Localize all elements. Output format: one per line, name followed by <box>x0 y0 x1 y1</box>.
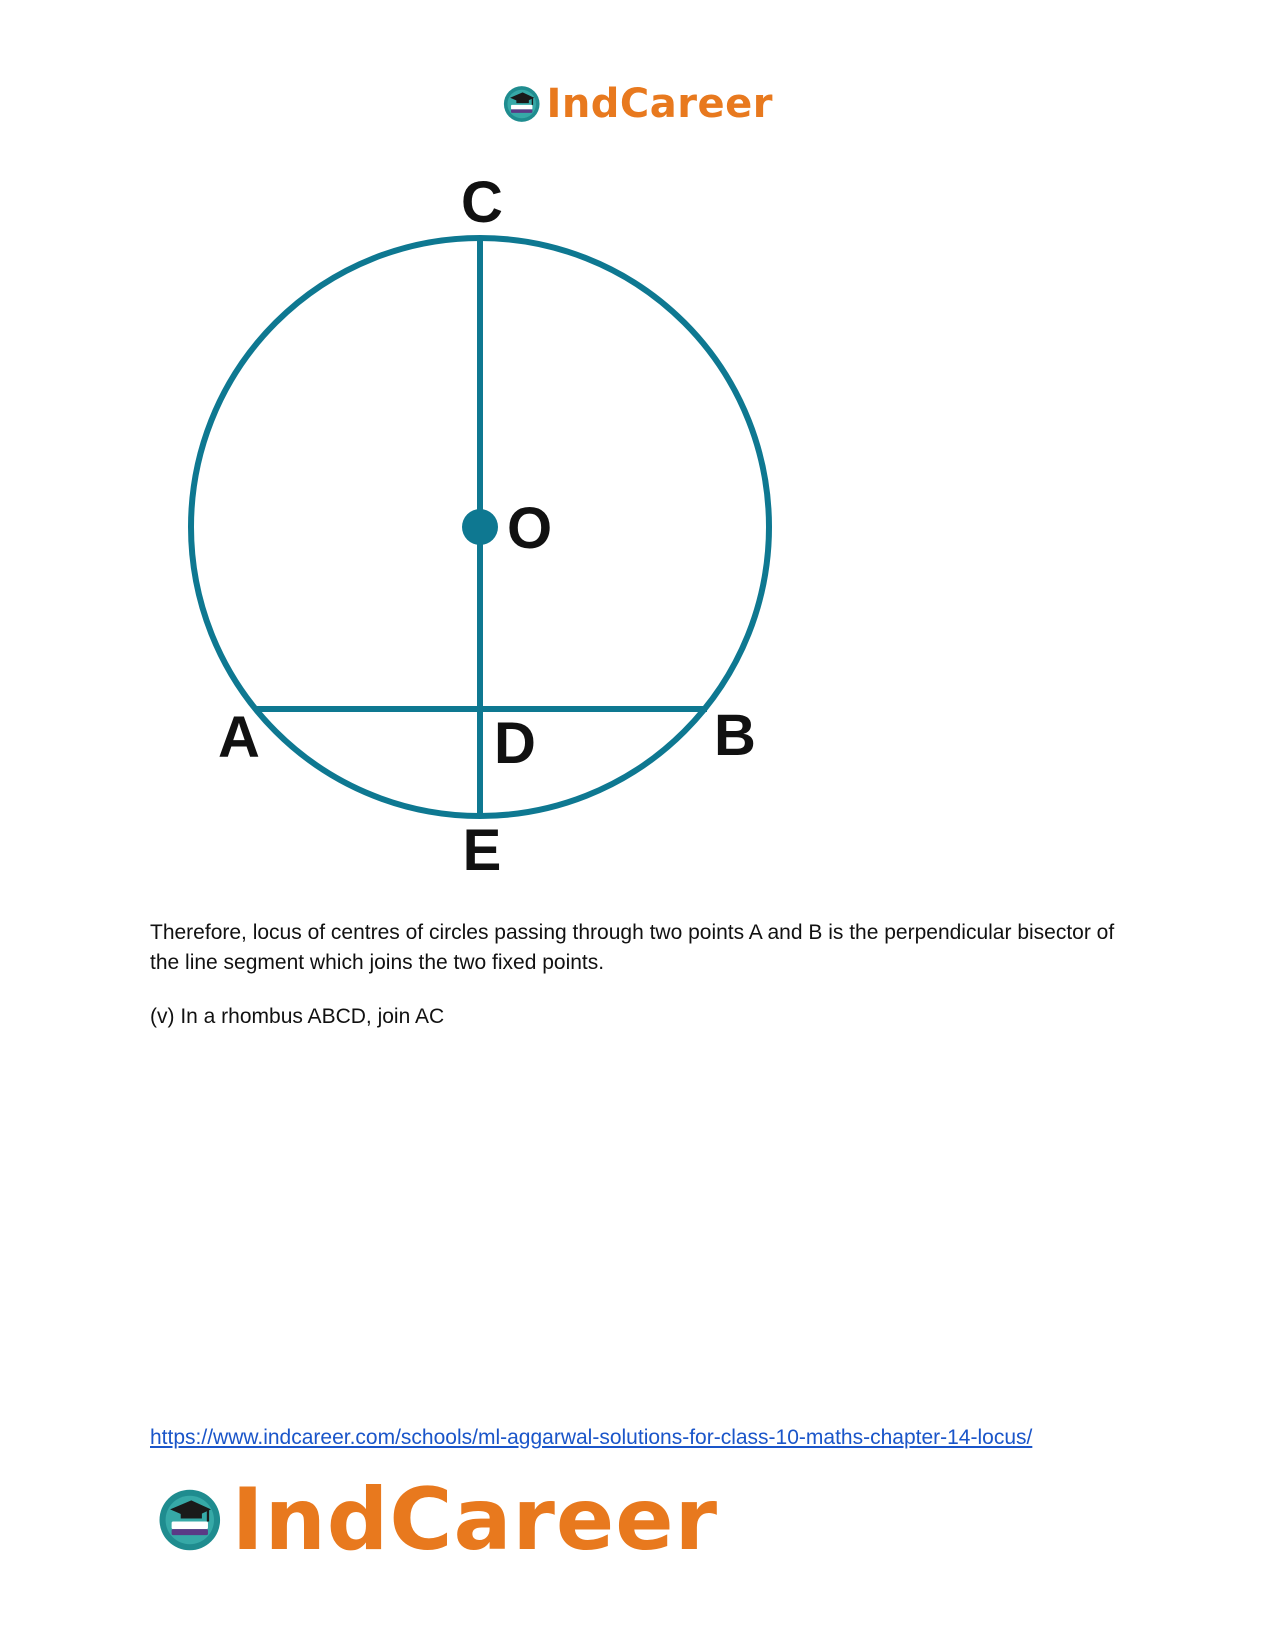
label-b: B <box>714 703 756 768</box>
label-a: A <box>218 705 260 770</box>
label-d: D <box>494 711 536 776</box>
label-o: O <box>507 496 553 561</box>
circle-diagram <box>170 170 810 890</box>
graduation-book-icon <box>503 83 540 125</box>
header-logo <box>503 78 773 130</box>
label-e: E <box>462 818 502 883</box>
footer-logo <box>158 1470 718 1570</box>
paragraph-question: (v) In a rhombus ABCD, join AC <box>150 1005 445 1028</box>
graduation-book-icon <box>158 1474 222 1566</box>
circle-diagram-svg <box>170 170 810 890</box>
center-point <box>462 509 498 545</box>
header-logo-text: IndCareer <box>546 81 773 127</box>
body-text <box>150 918 1130 1056</box>
source-link[interactable]: https://www.indcareer.com/schools/ml-aggarwal-solutions-for-class-10-maths-chapter-14-locus/ <box>150 1426 1033 1449</box>
footer-logo-text: IndCareer <box>231 1470 718 1570</box>
label-c: C <box>461 170 503 235</box>
paragraph-conclusion: Therefore, locus of centres of circles passing through two points A and B is the perpendicular bisector of the line segment which joins the two fixed points. <box>150 921 1115 974</box>
